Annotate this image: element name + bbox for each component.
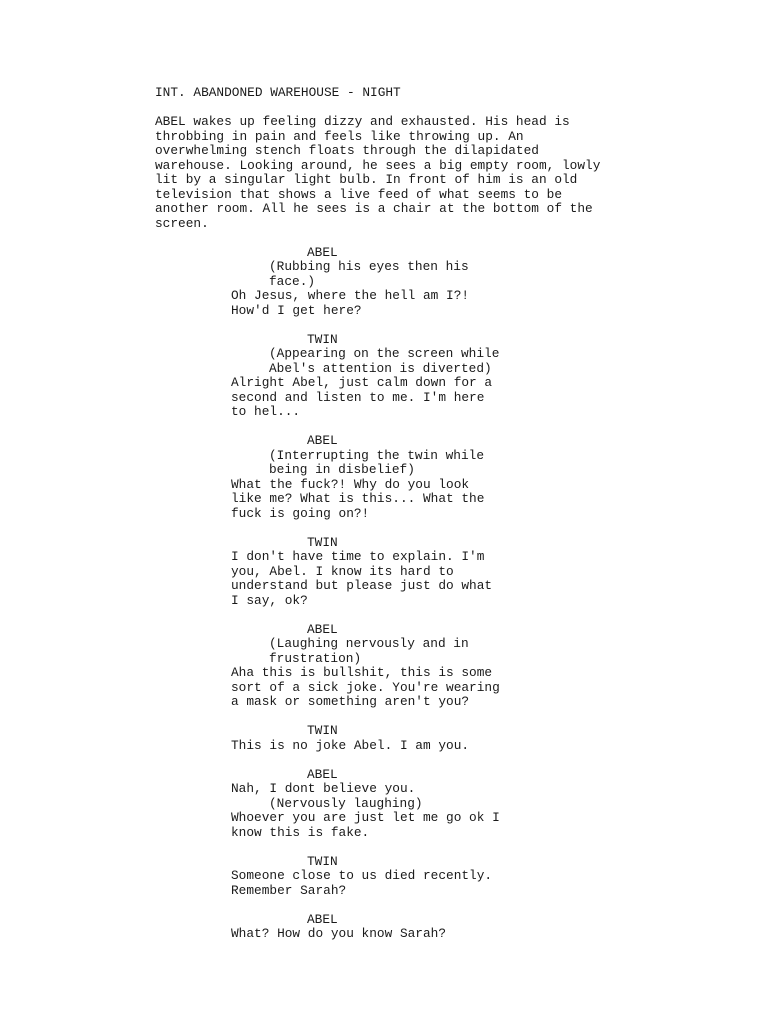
dialogue-line: sort of a sick joke. You're wearing <box>231 679 500 695</box>
dialogue-line: to hel... <box>231 404 301 419</box>
character-name: ABEL <box>307 433 338 448</box>
dialogue-block <box>155 724 755 753</box>
spacer <box>155 898 755 913</box>
action-paragraph <box>155 115 755 231</box>
dialogue-line: How'd I get here? <box>231 302 362 318</box>
parenthetical-line: face.) <box>269 273 316 289</box>
dialogue-line: What? How do you know Sarah? <box>231 926 447 941</box>
character-name: TWIN <box>307 534 338 550</box>
character-name: TWIN <box>307 331 338 347</box>
parenthetical-line: (Rubbing his eyes then his <box>269 259 469 274</box>
action-line: screen. <box>155 215 209 231</box>
parenthetical-line: (Nervously laughing) <box>269 795 423 811</box>
action-line: another room. All he sees is a chair at the bottom of the <box>155 201 593 216</box>
dialogue-line: second and listen to me. I'm here <box>231 389 485 405</box>
dialogue-line: Someone close to us died recently. <box>231 868 493 883</box>
dialogue-line: you, Abel. I know its hard to <box>231 563 454 579</box>
spacer <box>155 420 755 435</box>
dialogue-line: like me? What is this... What the <box>231 491 485 506</box>
parenthetical-line: (Appearing on the screen while <box>269 346 500 361</box>
character-name: TWIN <box>307 723 338 738</box>
parenthetical-line: (Interrupting the twin while <box>269 447 485 463</box>
dialogue-block <box>155 434 755 521</box>
dialogue-line: a mask or something aren't you? <box>231 694 470 709</box>
parenthetical-line: frustration) <box>269 650 362 666</box>
script-body <box>155 86 755 942</box>
spacer <box>155 101 755 116</box>
dialogue-block <box>155 768 755 841</box>
action-line: television that shows a live feed of what seems to be <box>155 186 563 202</box>
spacer <box>155 710 755 725</box>
dialogue-block <box>155 333 755 420</box>
dialogue-line: I say, ok? <box>231 592 308 608</box>
parenthetical-line: Abel's attention is diverted) <box>269 360 492 376</box>
character-name: ABEL <box>307 911 338 927</box>
action-line: warehouse. Looking around, he sees a big empty room, lowly <box>155 157 601 173</box>
action-line: overwhelming stench floats through the dilapidated <box>155 143 539 158</box>
parenthetical-line: being in disbelief) <box>269 462 415 477</box>
spacer <box>155 840 755 855</box>
dialogue-block <box>155 623 755 710</box>
character-name: TWIN <box>307 853 338 869</box>
dialogue-block <box>155 913 755 942</box>
dialogue-line: Alright Abel, just calm down for a <box>231 375 493 390</box>
dialogue-line: know this is fake. <box>231 824 370 840</box>
dialogue-line: Remember Sarah? <box>231 882 347 898</box>
dialogue-line: Oh Jesus, where the hell am I?! <box>231 288 470 303</box>
dialogue-block <box>155 246 755 319</box>
action-line: lit by a singular light bulb. In front of him is an old <box>155 172 578 187</box>
spacer <box>155 231 755 246</box>
spacer <box>155 521 755 536</box>
character-name: ABEL <box>307 244 338 260</box>
spacer <box>155 753 755 768</box>
dialogue-line: fuck is going on?! <box>231 505 370 521</box>
spacer <box>155 608 755 623</box>
dialogue-line: Whoever you are just let me go ok I <box>231 810 500 825</box>
spacer <box>155 318 755 333</box>
dialogue-line: Aha this is bullshit, this is some <box>231 665 493 680</box>
parenthetical-line: (Laughing nervously and in <box>269 636 469 651</box>
character-name: ABEL <box>307 766 338 782</box>
dialogue-line: understand but please just do what <box>231 578 493 593</box>
scene-heading: INT. ABANDONED WAREHOUSE - NIGHT <box>155 85 401 100</box>
dialogue-line: This is no joke Abel. I am you. <box>231 737 470 753</box>
dialogue-line: I don't have time to explain. I'm <box>231 549 485 564</box>
dialogue-line: Nah, I dont believe you. <box>231 781 416 796</box>
dialogue-line: What the fuck?! Why do you look <box>231 476 470 492</box>
character-name: ABEL <box>307 621 338 637</box>
dialogue-block <box>155 855 755 899</box>
dialogue-section <box>155 231 755 942</box>
dialogue-block <box>155 536 755 609</box>
action-line: ABEL wakes up feeling dizzy and exhausted. His head is <box>155 114 570 129</box>
action-line: throbbing in pain and feels like throwing up. An <box>155 128 524 144</box>
